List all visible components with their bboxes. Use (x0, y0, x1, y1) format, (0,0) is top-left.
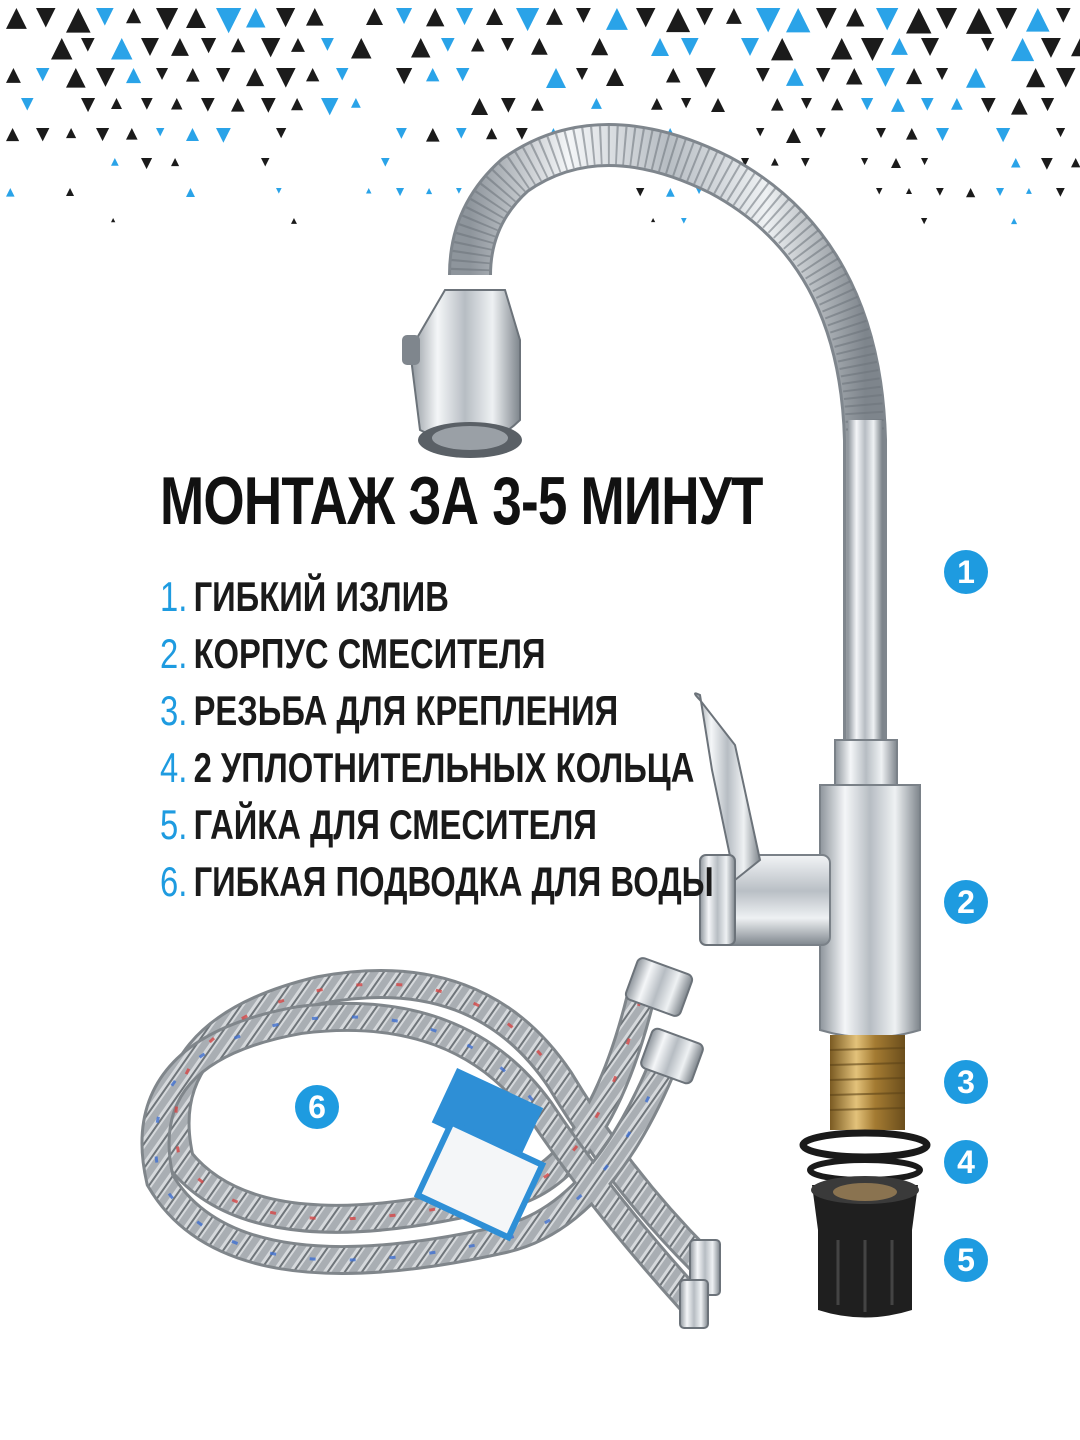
sealing-rings (803, 1133, 927, 1180)
list-item-label: КОРПУС СМЕСИТЕЛЯ (193, 630, 546, 677)
list-item (160, 796, 714, 853)
badge-1: 1 (944, 550, 988, 594)
list-item-number: 4. (160, 744, 188, 791)
flexible-hoses (156, 956, 721, 1328)
badge-4: 4 (944, 1140, 988, 1184)
list-item (160, 682, 714, 739)
mounting-thread (830, 1035, 905, 1130)
badge-6: 6 (295, 1085, 339, 1129)
list-item (160, 739, 714, 796)
list-item (160, 568, 714, 625)
list-item-label: ГАЙКА ДЛЯ СМЕСИТЕЛЯ (193, 801, 597, 848)
list-item-label: РЕЗЬБА ДЛЯ КРЕПЛЕНИЯ (193, 687, 619, 734)
page-title: МОНТАЖ ЗА 3-5 МИНУТ (160, 463, 763, 539)
faucet-nut (811, 1176, 919, 1318)
list-item (160, 625, 714, 682)
list-item-number: 2. (160, 630, 188, 677)
list-item-label: ГИБКИЙ ИЗЛИВ (193, 573, 449, 620)
list-item-label: 2 УПЛОТНИТЕЛЬНЫХ КОЛЬЦА (193, 744, 695, 791)
badge-5: 5 (944, 1238, 988, 1282)
list-item-label: ГИБКАЯ ПОДВОДКА ДЛЯ ВОДЫ (193, 858, 714, 905)
list-item-number: 6. (160, 858, 188, 905)
list-item (160, 853, 714, 910)
parts-list (160, 568, 870, 910)
list-item-number: 5. (160, 801, 188, 848)
badge-3: 3 (944, 1060, 988, 1104)
list-item-number: 1. (160, 573, 188, 620)
badge-2: 2 (944, 880, 988, 924)
list-item-number: 3. (160, 687, 188, 734)
